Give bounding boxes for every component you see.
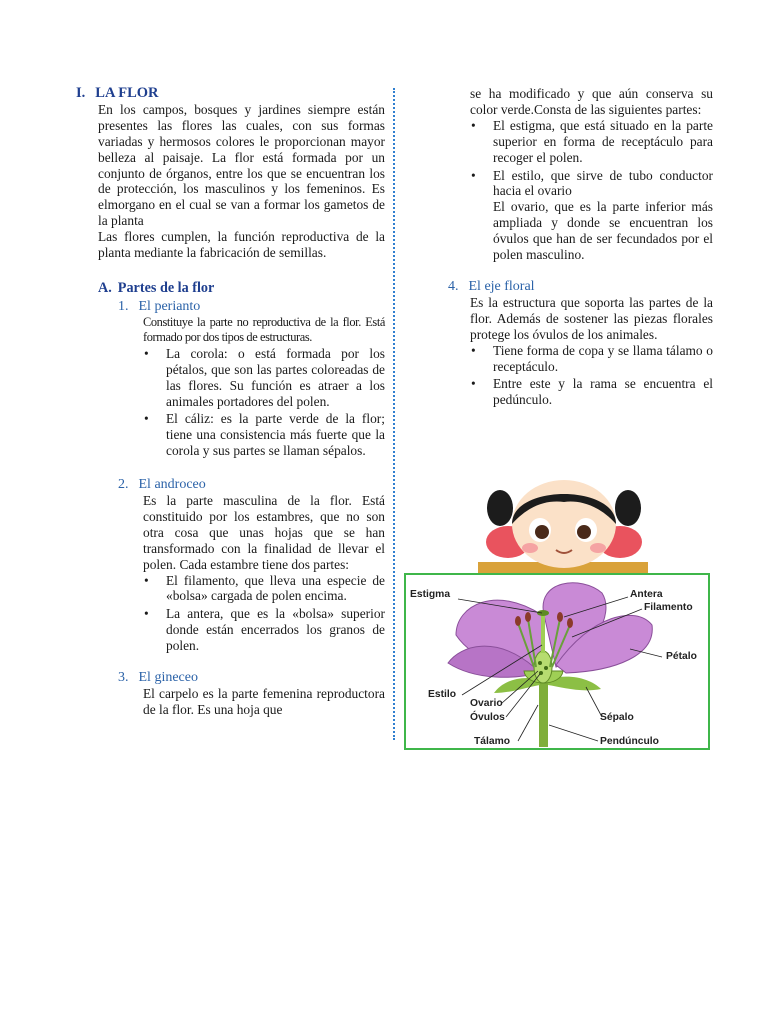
column-divider [393, 88, 395, 740]
perianto-heading: 1. El perianto [118, 298, 201, 314]
list-item: • El filamento, que lleva una especie de «bolsa» cargada de polen encima. [144, 572, 385, 604]
gineceo-text-continued: se ha modificado y que aún conserva su color verde.Consta de las siguientes partes: [470, 86, 713, 117]
list-item: • La antera, que es la «bolsa» superior donde están encerrados los granos de polen. [144, 606, 385, 654]
anther [525, 612, 531, 622]
gineceo-list [470, 118, 713, 263]
anther [567, 618, 573, 628]
intro-paragraph-2: Las flores cumplen, la función reproductiva de la planta mediante la fabricación de semillas. [98, 229, 385, 261]
label-ovario: Ovario [470, 698, 503, 709]
label-ovulos: Óvulos [470, 712, 505, 723]
eje-heading: 4. El eje floral [448, 278, 535, 294]
anther [515, 616, 521, 626]
girl-face [512, 480, 616, 568]
perianto-body [143, 315, 385, 459]
list-item: • La corola: o está formada por los pétalos, que son las partes coloreadas de las flores. Su función es atraer a los animales portadores del polen. [144, 345, 385, 409]
left-column [76, 85, 385, 718]
flower-diagram [404, 573, 710, 750]
eje-list [470, 343, 713, 409]
perianto-text: Constituye la parte no reproductiva de la flor. Está formado por dos tipos de estructuras. [143, 314, 385, 345]
right-pupil [577, 525, 591, 539]
intro-paragraph-1: En los campos, bosques y jardines siempre están presentes las flores las cuales, con sus formas variadas y hermosos colores le proporcionan mayor belleza al paisaje. La flor está formada por un conjunto de órganos, entre los que se encuentran los de protección, los masculinos y los femeninos. Es elmorgano en el cual se van a formar los gametos de la planta [98, 101, 385, 229]
right-column [448, 86, 713, 410]
peduncle-stem [539, 683, 548, 747]
ovario-text: El ovario, que es la parte inferior más ampliada y donde se encuentran los óvulos que han de ser fecundados por el polen masculino. [493, 199, 713, 263]
gineceo-text: El carpelo es la parte femenina reproductora de la flor. Es una hoja que [143, 686, 385, 717]
label-filamento: Filamento [644, 602, 693, 613]
list-item: • El cáliz: es la parte verde de la flor; tiene una consistencia más fuerte que la corola y sus partes se llaman sépalos. [144, 411, 385, 459]
subsection-heading: A. Partes de la flor [98, 279, 215, 296]
androceo-list [143, 573, 385, 655]
style [541, 615, 545, 653]
label-petalo: Pétalo [666, 651, 697, 662]
label-pedunculo: Pendúnculo [600, 736, 659, 747]
leader-line [518, 705, 538, 741]
gineceo-body [143, 686, 385, 718]
ovule [538, 661, 542, 665]
androceo-text: Es la parte masculina de la flor. Está constituido por los estambres, que no son otra cosa que unas hojas que se han transformado con la finalidad de llevar el polen. Cada estambre tiene dos partes: [143, 493, 385, 572]
girl-illustration [478, 478, 648, 574]
list-item: • El estigma, que está situado en la parte superior en forma de receptáculo para recoger el polen. [471, 117, 713, 165]
anther [557, 612, 563, 622]
left-cheek [522, 543, 538, 553]
list-item: • El estilo, que sirve de tubo conductor hacia el ovario El ovario, que es la parte inferior más ampliada y donde se encuentran los óvulos que han de ser fecundados por el polen masculino. [471, 167, 713, 263]
label-talamo: Tálamo [474, 736, 511, 747]
androceo-heading: 2. El androceo [118, 477, 206, 493]
label-estilo: Estilo [428, 689, 457, 700]
label-estigma: Estigma [410, 589, 451, 600]
androceo-body [143, 493, 385, 654]
right-cheek [590, 543, 606, 553]
perianto-list [143, 346, 385, 459]
leader-line [549, 725, 598, 741]
flower-drawing [406, 575, 708, 748]
label-sepalo: Sépalo [600, 712, 634, 723]
stigma [537, 610, 549, 616]
left-pigtail [487, 490, 513, 526]
left-pupil [535, 525, 549, 539]
list-item: • Tiene forma de copa y se llama tálamo o receptáculo. [471, 342, 713, 374]
section-heading: I. LA FLOR [76, 85, 159, 101]
gineceo-heading: 3. El gineceo [118, 670, 198, 686]
right-pigtail [615, 490, 641, 526]
ovule [544, 666, 548, 670]
label-antera: Antera [630, 589, 663, 600]
list-item: • Entre este y la rama se encuentra el pedúnculo. [471, 376, 713, 408]
eje-text: Es la estructura que soporta las partes de la flor. Además de sostener las piezas florales protege los óvulos de los animales. [470, 294, 713, 342]
